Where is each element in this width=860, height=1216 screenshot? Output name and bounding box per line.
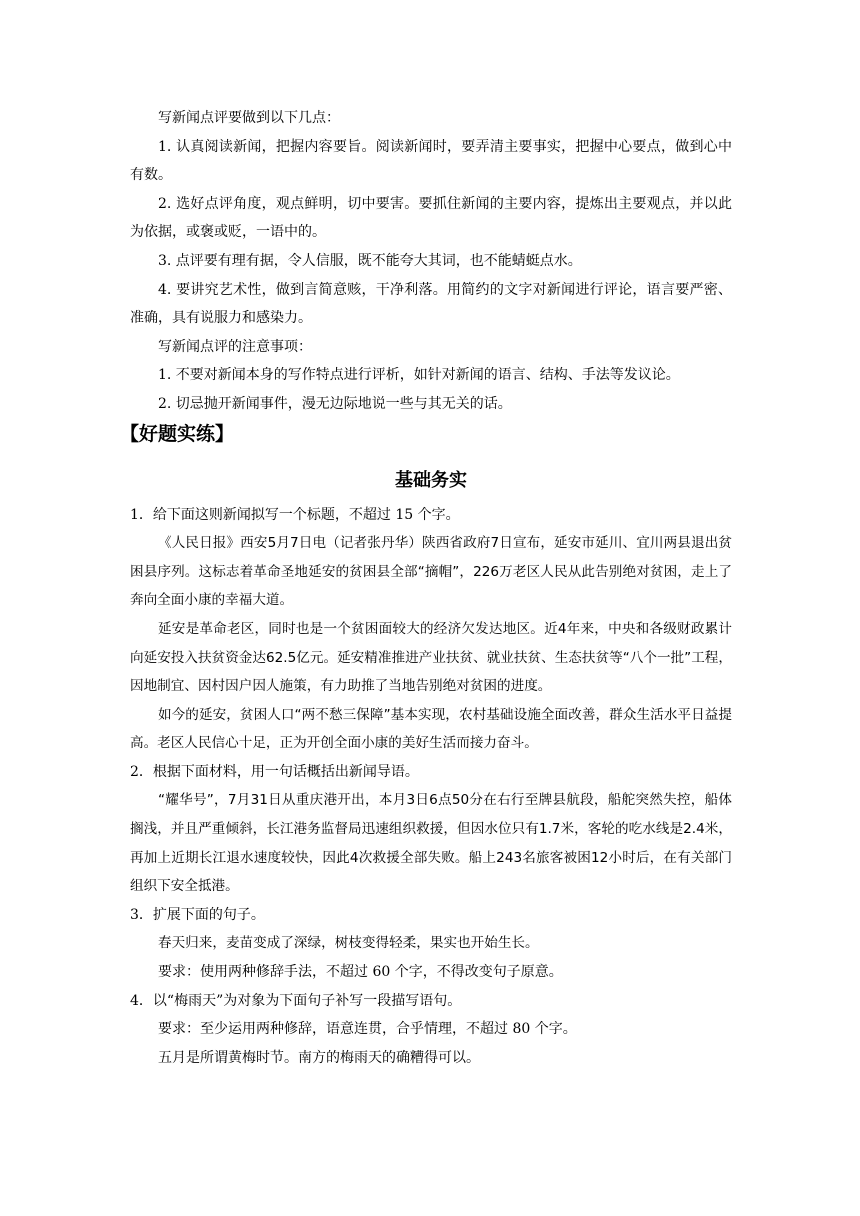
- question-4-requirement: 要求：至少运用两种修辞，语意连贯，合乎情理，不超过 80 个字。: [158, 1021, 577, 1038]
- practice-subheading: 基础务实: [395, 469, 467, 491]
- notes-point-3: 3. 点评要有理有据，令人信服，既不能夸大其词，也不能蜻蜓点水。: [158, 252, 582, 269]
- practice-heading: 【好题实练】: [120, 422, 235, 445]
- cautions-intro: 写新闻点评的注意事项：: [158, 338, 312, 355]
- notes-point-2: 2. 选好点评角度，观点鲜明，切中要害。要抓住新闻的主要内容，提炼出主要观点，并以此为依据，或褒或贬，一语中的。: [130, 195, 732, 241]
- question-1-prompt: 1．给下面这则新闻拟写一个标题，不超过 15 个字。: [130, 506, 460, 523]
- caution-2: 2. 切忌抛开新闻事件，漫无边际地说一些与其无关的话。: [158, 395, 512, 412]
- notes-intro: 写新闻点评要做到以下几点：: [158, 110, 340, 126]
- notes-point-4: 4. 要讲究艺术性，做到言简意赅，干净利落。用简约的文字对新闻进行评论，语言要严密、准确，具有说服力和感染力。: [130, 281, 732, 327]
- notes-point-1: 1. 认真阅读新闻，把握内容要旨。阅读新闻时，要弄清主要事实，把握中心要点，做到心中有数。: [130, 138, 732, 184]
- caution-1: 1. 不要对新闻本身的写作特点进行评析，如针对新闻的语言、结构、手法等发议论。: [158, 367, 680, 384]
- question-1-news-paragraph-2: 延安是革命老区，同时也是一个贫困面较大的经济欠发达地区。近4年来，中央和各级财政累计向延安投入扶贫资金达62.5亿元。延安精准推进产业扶贫、就业扶贫、生态扶贫等“八个一批”工程，因地制宜、因村因户因人施策，有力助推了当地告别绝对贫困的进度。: [130, 620, 732, 695]
- question-2-prompt: 2．根据下面材料，用一句话概括出新闻导语。: [130, 763, 419, 780]
- question-4-sentence: 五月是所谓黄梅时节。南方的梅雨天的确糟得可以。: [158, 1049, 480, 1066]
- question-3-prompt: 3．扩展下面的句子。: [130, 906, 265, 923]
- question-2-material: “耀华号”，7月31日从重庆港开出，本月3日6点50分在右行至牌县航段，船舵突然失控，船体搁浅，并且严重倾斜，长江港务监督局迅速组织救援，但因水位只有1.7米，客轮的吃水线是2.4米，再加上近期长江退水速度较快，因此4次救援全部失败。船上243名旅客被困12小时后，在有关部门组织下安全抵港。: [130, 792, 732, 895]
- question-1-news-paragraph-1: 《人民日报》西安5月7日电（记者张丹华）陕西省政府7日宣布，延安市延川、宜川两县退出贫困县序列。这标志着革命圣地延安的贫困县全部“摘帽”，226万老区人民从此告别绝对贫困，走上了奔向全面小康的幸福大道。: [130, 535, 732, 609]
- document-body: [120, 104, 732, 1072]
- question-3-sentence: 春天归来，麦苗变成了深绿，树枝变得轻柔，果实也开始生长。: [158, 935, 539, 952]
- question-3-requirement: 要求：使用两种修辞手法，不超过 60 个字，不得改变句子原意。: [158, 964, 563, 981]
- question-1-news-paragraph-3: 如今的延安，贫困人口“两不愁三保障”基本实现，农村基础设施全面改善，群众生活水平日益提高。老区人民信心十足，正为开创全面小康的美好生活而接力奋斗。: [130, 706, 732, 752]
- question-4-prompt: 4．以“梅雨天”为对象为下面句子补写一段描写语句。: [130, 992, 462, 1009]
